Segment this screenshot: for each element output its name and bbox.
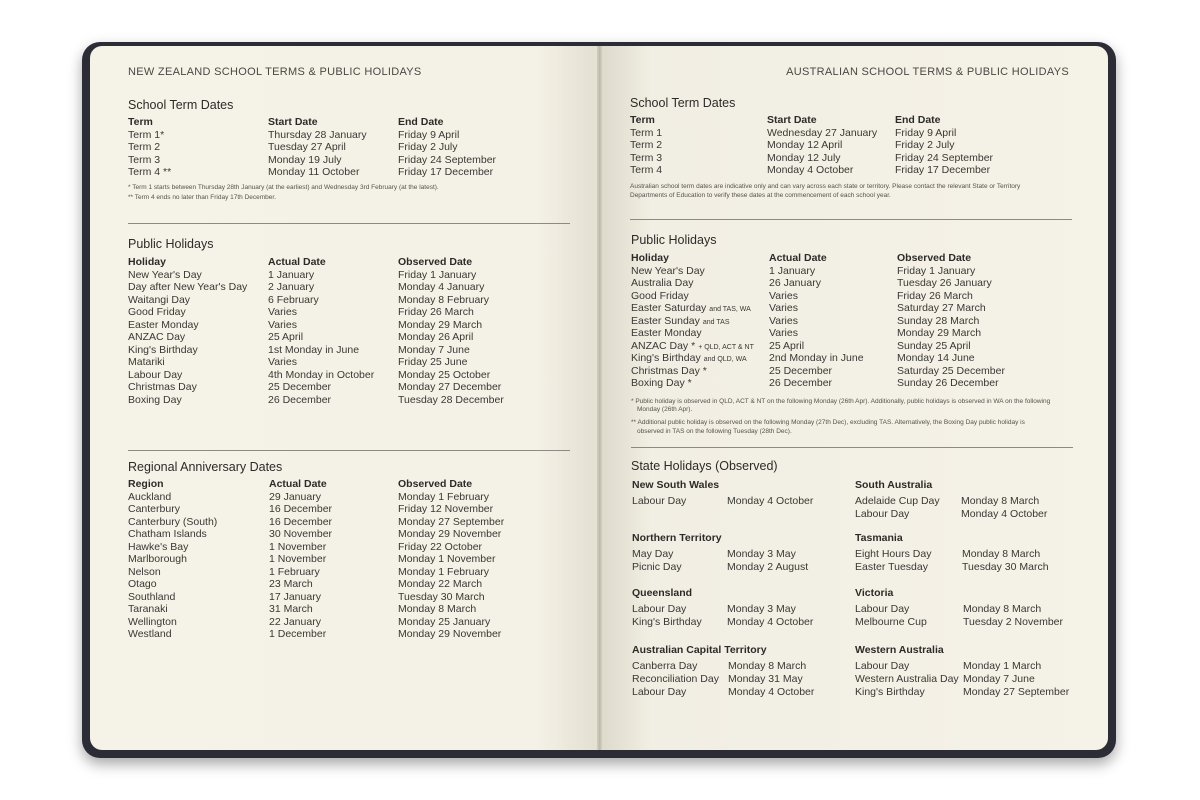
column-header: End Date [895,114,941,126]
table-cell: 1 January [268,268,315,281]
au-public-holidays-note-1: * Public holiday is observed in QLD, ACT & NT on the following Monday (26th Apr). Additionally, public holidays is observed in WA on the following [631,398,1051,405]
state-holiday-date: Tuesday 2 November [963,616,1063,628]
table-row [128,566,568,579]
table-cell: Saturday 25 December [897,364,1005,377]
table-cell: Term 1* [128,128,165,141]
state-holiday-date: Monday 27 September [963,686,1070,698]
nz-public-holidays-title: Public Holidays [128,237,214,251]
table-cell: Term 1 [630,126,663,139]
holiday-name: Easter Monday [631,327,702,339]
table-cell: Monday 29 November [398,628,502,640]
nz-public-holidays-table [128,256,568,406]
holiday-suffix: + QLD, ACT & NT [698,343,754,351]
holiday-name: New Year's Day [631,264,705,277]
table-cell: Friday 24 September [895,151,994,164]
table-cell: Tuesday 27 April [268,141,346,153]
state-holiday-date: Monday 7 June [963,673,1035,685]
state-holiday-name: Western Australia Day [855,673,959,685]
table-cell: Friday 1 January [897,264,976,277]
table-row [128,503,568,516]
table-cell: Otago [128,578,157,590]
table-row [128,541,568,554]
au-school-terms-table [630,114,1070,177]
table-cell: Monday 7 June [398,343,470,356]
table-row [631,352,1071,365]
table-cell: Friday 2 July [398,141,458,153]
state-name: Victoria [855,587,894,599]
table-cell: Chatham Islands [128,528,207,540]
divider [128,450,570,451]
table-cell: Sunday 26 December [897,377,999,389]
column-header: Actual Date [269,478,327,490]
table-cell: Saturday 27 March [897,302,986,314]
table-cell: Sunday 25 April [897,339,971,352]
table-row [631,327,1071,340]
table-cell: Monday 4 October [767,164,854,176]
table-cell: Monday 8 March [398,603,477,615]
table-cell: Varies [769,289,798,302]
holiday-suffix: and TAS [702,318,730,326]
table-cell: Monday 12 April [767,139,843,151]
table-cell: 16 December [269,503,333,515]
table-cell: 1 November [269,540,327,553]
table-cell: Friday 26 March [398,306,474,318]
table-row [128,356,568,369]
table-header-row [630,114,1070,127]
state-holiday-name: Labour Day [632,603,687,615]
table-row [128,319,568,332]
table-cell: 25 December [268,381,332,393]
column-header: Term [128,116,153,128]
state-holiday-name: Eight Hours Day [855,548,932,560]
table-row [631,377,1071,390]
table-cell: 6 February [268,293,319,306]
table-cell: Varies [769,302,798,314]
au-public-holidays-note-3: ** Additional public holiday is observed on the following Monday (27th Dec), excluding TAS. Alternatively, the Boxing Day public holiday is [631,419,1025,426]
table-cell: 30 November [269,528,333,540]
table-cell: 25 April [769,339,805,352]
state-name: New South Wales [632,479,720,491]
au-public-holidays-title: Public Holidays [631,233,717,247]
column-header: Start Date [767,114,817,126]
table-cell: Friday 26 March [897,289,973,302]
table-cell: 1 February [269,565,320,578]
table-cell: Monday 1 November [398,553,496,565]
table-cell: Monday 25 January [398,615,491,628]
table-cell: Good Friday [128,306,186,318]
state-holiday-name: Labour Day [855,660,910,672]
table-cell [631,365,707,378]
table-cell: Canterbury (South) [128,515,218,528]
column-header: Region [128,478,164,490]
table-cell: 23 March [269,578,313,590]
column-header: Observed Date [398,256,473,268]
state-holiday-name: Labour Day [632,686,687,698]
au-public-holidays-note-4: observed in TAS on the following Tuesday (28th Dec). [637,428,792,435]
table-row [128,294,568,307]
state-holiday-name: Labour Day [855,603,910,615]
state-holiday-date: Monday 1 March [963,660,1042,672]
nz-regional-title: Regional Anniversary Dates [128,460,283,474]
table-cell: Monday 19 July [268,153,342,166]
table-cell: Friday 9 April [895,126,957,139]
table-row [128,628,568,641]
au-school-terms-note-1: Australian school term dates are indicative only and can vary across each state or territory. Please contact the relevant State or Territory [630,183,1021,190]
nz-regional-table [128,478,568,641]
table-cell: 2nd Monday in June [769,352,864,364]
table-header-row [128,116,568,129]
state-holiday-date: Monday 31 May [728,673,803,685]
table-cell: 22 January [269,615,321,628]
table-cell: Term 4 ** [128,166,172,178]
nz-school-terms-note-2: ** Term 4 ends no later than Friday 17th December. [128,194,277,201]
table-cell: Monday 26 April [398,331,474,343]
state-holiday-name: Adelaide Cup Day [855,495,940,507]
holiday-name: Boxing Day * [631,377,692,389]
table-row [128,516,568,529]
table-cell: Term 4 [630,164,663,176]
table-row [631,265,1071,278]
table-cell: Monday 11 October [268,166,360,178]
table-cell: Marlborough [128,553,187,565]
state-holiday-date: Monday 3 May [727,603,796,615]
table-cell: 29 January [269,490,321,503]
table-cell: 1st Monday in June [268,343,360,356]
holiday-name: Good Friday [631,289,689,302]
holiday-suffix: and QLD, WA [703,356,747,363]
table-cell: Monday 1 February [398,490,490,503]
table-cell: Monday 14 June [897,352,975,364]
table-row [128,553,568,566]
table-cell: Taranaki [128,603,168,615]
table-cell: Tuesday 30 March [398,590,485,603]
table-cell: Term 2 [128,141,161,153]
table-cell: Wednesday 27 January [767,126,878,139]
table-cell: Monday 29 March [398,318,483,331]
table-cell: Friday 17 December [398,166,494,178]
table-cell: Term 3 [630,151,663,164]
table-cell: 4th Monday in October [268,368,375,381]
table-cell: Monday 8 February [398,293,490,306]
table-header-row [128,478,568,491]
table-cell: Thursday 28 January [268,128,367,141]
au-public-holidays-note-2: Monday (26th Apr). [637,406,693,413]
table-row [631,315,1071,328]
table-row [128,269,568,282]
table-header-row [631,252,1071,265]
state-name: Northern Territory [632,532,722,544]
state-holiday-date: Monday 8 March [963,603,1042,615]
table-row [128,306,568,319]
table-row [128,603,568,616]
table-row [128,578,568,591]
nz-school-terms-table [128,116,568,179]
table-row [631,290,1071,303]
column-header: Start Date [268,116,318,128]
table-cell: Varies [769,327,798,339]
holiday-name: ANZAC Day * [631,339,696,352]
running-head-left: NEW ZEALAND SCHOOL TERMS & PUBLIC HOLIDAYS [128,66,422,78]
table-row [128,141,568,154]
au-public-holidays-table [631,252,1071,390]
table-cell: ANZAC Day [128,331,186,343]
table-cell: Christmas Day [128,381,197,393]
table-cell: Friday 25 June [398,356,468,368]
table-cell: 2 January [268,281,315,293]
table-cell: Tuesday 28 December [398,393,504,406]
table-cell: Varies [268,318,297,331]
table-cell: Sunday 28 March [897,314,980,327]
table-cell: Friday 2 July [895,139,955,151]
state-name: South Australia [855,479,933,491]
table-cell: 16 December [269,515,333,528]
table-row [630,139,1070,152]
state-holiday-date: Tuesday 30 March [962,561,1049,573]
table-cell: Monday 1 February [398,565,490,578]
table-cell: Monday 29 March [897,327,982,339]
state-holiday-date: Monday 4 October [961,508,1048,520]
table-row [128,381,568,394]
table-cell: Tuesday 26 January [897,277,992,289]
table-cell: Hawke's Bay [128,540,189,553]
table-cell: 26 January [769,277,821,289]
table-cell: Friday 17 December [895,164,991,176]
table-row [630,152,1070,165]
nz-school-terms-note-1: * Term 1 starts between Thursday 28th January (at the earliest) and Wednesday 3rd February (at the latest). [128,184,439,191]
column-header: Actual Date [268,256,326,268]
state-holiday-date: Monday 4 October [727,616,814,628]
book-gutter [597,46,602,750]
au-state-holidays-title: State Holidays (Observed) [631,459,778,473]
table-cell: 1 November [269,553,327,565]
table-cell: Friday 12 November [398,503,494,515]
table-cell: Monday 22 March [398,578,483,590]
table-cell: Waitangi Day [128,293,191,306]
holiday-name: Australia Day [631,277,694,289]
table-cell: Matariki [128,356,165,368]
table-cell: Monday 27 September [398,515,505,528]
table-cell: 1 December [269,628,327,640]
state-holiday-date: Monday 2 August [727,561,809,573]
table-cell: Friday 22 October [398,540,483,553]
divider [630,219,1072,220]
table-cell: Varies [268,306,297,318]
table-row [631,365,1071,378]
table-row [128,166,568,179]
holiday-name: King's Birthday [631,352,701,364]
state-holiday-date: Monday 8 March [728,660,807,672]
table-cell: Easter Monday [128,318,199,331]
table-row [128,528,568,541]
table-row [128,369,568,382]
table-cell [631,327,702,340]
au-school-terms-note-2: Departments of Education to verify these dates at the commencement of each school year. [630,192,891,199]
table-row [128,394,568,407]
table-cell: Term 3 [128,153,161,166]
table-cell [631,290,689,303]
state-holiday-name: Labour Day [855,508,910,520]
table-row [631,302,1071,315]
table-row [630,164,1070,177]
table-row [128,129,568,142]
running-head-right: AUSTRALIAN SCHOOL TERMS & PUBLIC HOLIDAYS [786,66,1069,78]
nz-school-terms-title: School Term Dates [128,98,234,112]
table-cell: Monday 29 November [398,528,502,540]
table-row [128,491,568,504]
holiday-name: Easter Saturday [631,302,707,314]
au-school-terms-title: School Term Dates [630,96,736,110]
table-cell: Friday 9 April [398,128,460,141]
table-row [631,277,1071,290]
table-cell: Monday 25 October [398,368,491,381]
state-name: Australian Capital Territory [632,644,767,656]
table-cell: 26 December [769,377,833,389]
table-cell: 17 January [269,590,321,603]
state-name: Tasmania [855,532,903,544]
divider [128,223,570,224]
state-holiday-name: Picnic Day [632,561,682,573]
state-holiday-date: Monday 4 October [728,686,815,698]
table-cell: New Year's Day [128,268,202,281]
table-cell: Boxing Day [128,393,182,406]
table-cell: Westland [128,628,172,640]
table-cell: Canterbury [128,503,180,515]
table-cell: Friday 1 January [398,268,477,281]
table-cell: Southland [128,590,176,603]
table-row [630,127,1070,140]
table-cell: King's Birthday [128,343,198,356]
state-name: Western Australia [855,644,944,656]
column-header: Holiday [128,256,166,268]
table-cell: 31 March [269,603,313,615]
state-holiday-date: Monday 3 May [727,548,796,560]
table-cell: Nelson [128,565,161,578]
table-cell: Monday 4 January [398,281,485,293]
table-row [128,616,568,629]
column-header: Holiday [631,252,669,264]
table-header-row [128,256,568,269]
state-holiday-date: Monday 8 March [961,495,1040,507]
table-cell [631,377,692,390]
table-row [128,154,568,167]
table-row [128,344,568,357]
table-cell [631,265,705,278]
table-cell: 26 December [268,393,332,406]
state-holiday-name: May Day [632,548,674,560]
state-holiday-name: Canberra Day [632,660,698,672]
column-header: Observed Date [897,252,972,264]
state-holiday-date: Monday 8 March [962,548,1041,560]
state-holiday-name: King's Birthday [632,616,702,628]
table-cell: Day after New Year's Day [128,281,248,293]
column-header: Observed Date [398,478,473,490]
table-cell: Monday 27 December [398,381,502,393]
table-cell: Varies [268,356,297,368]
state-holiday-name: Melbourne Cup [855,616,927,628]
table-cell: 25 December [769,364,833,377]
table-cell: Auckland [128,490,172,503]
column-header: End Date [398,116,444,128]
table-cell: Friday 24 September [398,153,497,166]
holiday-name: Easter Sunday [631,314,700,327]
table-row [631,340,1071,353]
divider [631,447,1073,448]
table-cell: Varies [769,314,798,327]
state-holiday-name: King's Birthday [855,686,925,698]
table-cell: 1 January [769,264,816,277]
column-header: Actual Date [769,252,827,264]
table-cell: Monday 12 July [767,151,841,164]
state-holiday-name: Easter Tuesday [855,561,928,573]
table-cell: 25 April [268,331,304,343]
table-cell [631,277,693,290]
holiday-name: Christmas Day * [631,364,707,377]
state-holiday-date: Monday 4 October [727,495,814,507]
holiday-suffix: and TAS, WA [709,306,751,313]
table-cell: Term 2 [630,139,663,151]
column-header: Term [630,114,655,126]
state-name: Queensland [632,587,693,599]
table-cell: Labour Day [128,368,183,381]
table-row [128,331,568,344]
state-holiday-name: Reconciliation Day [632,673,719,685]
table-row [128,281,568,294]
table-row [128,591,568,604]
table-cell: Wellington [128,615,177,628]
state-holiday-name: Labour Day [632,495,687,507]
